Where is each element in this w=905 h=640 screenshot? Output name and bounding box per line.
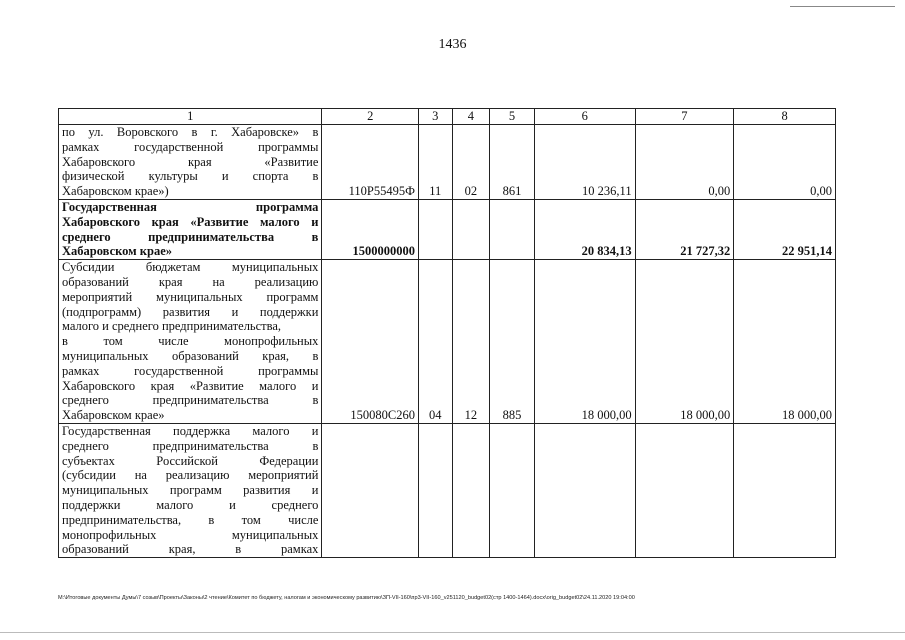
header-col-8: 8 — [734, 109, 836, 125]
header-col-4: 4 — [452, 109, 490, 125]
row-subsection-code — [452, 199, 490, 259]
row-amount-col7: 18 000,00 — [635, 260, 734, 424]
name-line: Хабаровского края «Развитие малого и — [62, 378, 319, 393]
name-line: поддержки малого и среднего — [62, 497, 319, 512]
row-amount-col6: 10 236,11 — [534, 125, 635, 200]
row-target-code: 1500000000 — [322, 199, 419, 259]
name-line: физической культуры и спорта в — [62, 169, 319, 184]
name-line: Хабаровского края «Развитие малого и — [62, 214, 319, 229]
name-line: монопрофильных муниципальных — [62, 527, 319, 542]
name-line: Хабаровском крае» — [62, 408, 165, 423]
row-name-cell — [59, 423, 322, 557]
row-section-code — [419, 199, 453, 259]
name-line: в том числе монопрофильных — [62, 334, 319, 349]
name-line: малого и среднего предпринимательства, — [62, 319, 282, 334]
row-amount-col6: 18 000,00 — [534, 260, 635, 424]
row-name-cell — [59, 199, 322, 259]
row-expense-type — [490, 199, 535, 259]
row-expense-type — [490, 423, 535, 557]
name-line: (подпрограмм) развития и поддержки — [62, 304, 319, 319]
header-col-7: 7 — [635, 109, 734, 125]
name-line: мероприятий муниципальных программ — [62, 289, 319, 304]
header-row — [59, 109, 836, 125]
name-line: Хабаровского края «Развитие — [62, 154, 319, 169]
name-line: среднего предпринимательства в — [62, 229, 319, 244]
name-line: муниципальных образований края, в — [62, 348, 319, 363]
bottom-edge-rule — [0, 632, 905, 633]
page-number: 1436 — [438, 37, 467, 52]
table-row — [59, 199, 836, 259]
header-col-2: 2 — [322, 109, 419, 125]
table-row — [59, 125, 836, 200]
name-line: образований края на реализацию — [62, 274, 319, 289]
row-amount-col8: 22 951,14 — [734, 199, 836, 259]
name-line: Субсидии бюджетам муниципальных — [62, 260, 319, 275]
row-expense-type: 885 — [490, 260, 535, 424]
top-edge-rule — [790, 6, 895, 7]
name-line: (субсидии на реализацию мероприятий — [62, 468, 319, 483]
header-col-6: 6 — [534, 109, 635, 125]
row-amount-col6 — [534, 423, 635, 557]
name-line: Государственная программа — [62, 199, 319, 214]
table-row — [59, 423, 836, 557]
row-name-cell — [59, 125, 322, 200]
header-col-5: 5 — [490, 109, 535, 125]
header-col-1: 1 — [59, 109, 322, 125]
row-amount-col8 — [734, 423, 836, 557]
row-target-code: 150080С260 — [322, 260, 419, 424]
row-target-code: 110Р55495Ф — [322, 125, 419, 200]
name-line: Государственная поддержка малого и — [62, 423, 319, 438]
name-line: рамках государственной программы — [62, 139, 319, 154]
row-subsection-code: 02 — [452, 125, 490, 200]
name-line: по ул. Воровского в г. Хабаровске» в — [62, 125, 319, 139]
row-section-code — [419, 423, 453, 557]
name-line: рамках государственной программы — [62, 363, 319, 378]
row-amount-col8: 0,00 — [734, 125, 836, 200]
row-amount-col7: 0,00 — [635, 125, 734, 200]
budget-table — [58, 108, 836, 558]
header-col-3: 3 — [419, 109, 453, 125]
row-section-code: 11 — [419, 125, 453, 200]
row-section-code: 04 — [419, 260, 453, 424]
row-subsection-code — [452, 423, 490, 557]
row-target-code — [322, 423, 419, 557]
row-amount-col6: 20 834,13 — [534, 199, 635, 259]
row-amount-col7: 21 727,32 — [635, 199, 734, 259]
name-line: Хабаровском крае») — [62, 184, 169, 199]
footer-file-path: M:\Итоговые документы Думы\7 созыв\Проекты\Законы\2 чтение\Комитет по бюджету, налогам и экономическому развитию\ЗП-VII-160\пр3-VII-160_v251120_budget02(стр 1400-1464).docx\orig_budget02\24.11.2020 19:04:00 — [58, 595, 635, 601]
row-amount-col7 — [635, 423, 734, 557]
row-expense-type: 861 — [490, 125, 535, 200]
name-line: образований края, в рамках — [62, 542, 319, 557]
row-amount-col8: 18 000,00 — [734, 260, 836, 424]
name-line: среднего предпринимательства в — [62, 393, 319, 408]
row-subsection-code: 12 — [452, 260, 490, 424]
name-line: среднего предпринимательства в — [62, 438, 319, 453]
table-row — [59, 260, 836, 424]
row-name-cell — [59, 260, 322, 424]
name-line: Хабаровском крае» — [62, 244, 173, 259]
name-line: предпринимательства, в том числе — [62, 512, 319, 527]
name-line: субъектах Российской Федерации — [62, 453, 319, 468]
name-line: муниципальных программ развития и — [62, 483, 319, 498]
